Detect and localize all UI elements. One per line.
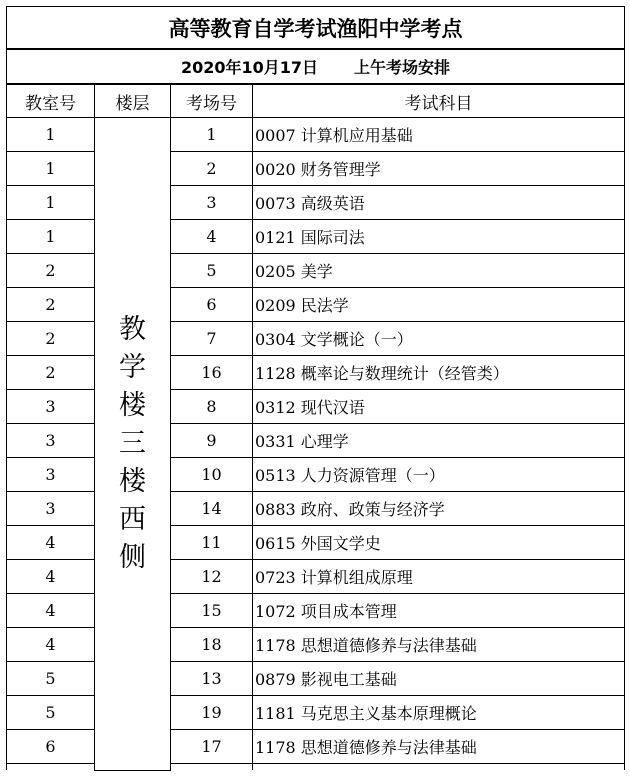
room-cell: 11: [171, 526, 253, 560]
classroom-cell: 3: [7, 424, 95, 458]
room-cell: 6: [171, 288, 253, 322]
room-cell: 18: [171, 628, 253, 662]
classroom-cell: 5: [7, 696, 95, 730]
subject-cell: 1181 马克思主义基本原理概论: [253, 696, 625, 730]
page-title: 高等教育自学考试渔阳中学考点: [7, 7, 625, 50]
classroom-cell: 4: [7, 526, 95, 560]
classroom-cell: 2: [7, 356, 95, 390]
subject-cell: 0304 文学概论（一）: [253, 322, 625, 356]
room-cell: 7: [171, 322, 253, 356]
room-cell: 17: [171, 730, 253, 764]
classroom-cell: 1: [7, 152, 95, 186]
exam-session: 上午考场安排: [354, 58, 451, 77]
classroom-cell: 2: [7, 322, 95, 356]
subject-cell: 0209 民法学: [253, 288, 625, 322]
schedule-table: [6, 6, 625, 771]
classroom-cell: 4: [7, 594, 95, 628]
subject-cell: 0312 现代汉语: [253, 390, 625, 424]
room-cell: [171, 764, 253, 771]
classroom-cell: 2: [7, 288, 95, 322]
classroom-cell: 3: [7, 458, 95, 492]
subtitle-row: [7, 49, 625, 84]
subject-cell: 0020 财务管理学: [253, 152, 625, 186]
classroom-cell: 4: [7, 560, 95, 594]
room-cell: 5: [171, 254, 253, 288]
subject-cell: 0879 影视电工基础: [253, 662, 625, 696]
subject-cell: 0331 心理学: [253, 424, 625, 458]
floor-cell: [95, 118, 171, 771]
subject-cell: 0007 计算机应用基础: [253, 118, 625, 152]
exam-schedule-sheet: [6, 6, 624, 771]
subject-cell: 0121 国际司法: [253, 220, 625, 254]
title-row: [7, 7, 625, 50]
room-cell: 12: [171, 560, 253, 594]
subject-cell: 1128 概率论与数理统计（经管类）: [253, 356, 625, 390]
subject-cell: 0883 政府、政策与经济学: [253, 492, 625, 526]
room-cell: 2: [171, 152, 253, 186]
classroom-cell: 5: [7, 662, 95, 696]
room-cell: 19: [171, 696, 253, 730]
room-cell: 10: [171, 458, 253, 492]
room-cell: 13: [171, 662, 253, 696]
subject-cell: 1072 项目成本管理: [253, 594, 625, 628]
subject-cell: 0073 高级英语: [253, 186, 625, 220]
table-row: [7, 118, 625, 152]
header-subject: 考试科目: [253, 84, 625, 118]
subject-cell: [253, 764, 625, 771]
subject-cell: 0615 外国文学史: [253, 526, 625, 560]
subject-cell: 0205 美学: [253, 254, 625, 288]
room-cell: 14: [171, 492, 253, 526]
classroom-cell: 1: [7, 118, 95, 152]
header-room: 考场号: [171, 84, 253, 118]
room-cell: 1: [171, 118, 253, 152]
subject-cell: 0513 人力资源管理（一）: [253, 458, 625, 492]
room-cell: 15: [171, 594, 253, 628]
subject-cell: 1178 思想道德修养与法律基础: [253, 628, 625, 662]
room-cell: 16: [171, 356, 253, 390]
room-cell: 4: [171, 220, 253, 254]
subtitle-cell: [7, 49, 625, 84]
classroom-cell: 4: [7, 628, 95, 662]
classroom-cell: [7, 764, 95, 771]
header-floor: 楼层: [95, 84, 171, 118]
floor-label: 教学楼三楼西侧: [119, 313, 146, 573]
classroom-cell: 2: [7, 254, 95, 288]
classroom-cell: 1: [7, 186, 95, 220]
exam-date: 2020年10月17日: [180, 58, 319, 77]
header-classroom: 教室号: [7, 84, 95, 118]
subject-cell: 1178 思想道德修养与法律基础: [253, 730, 625, 764]
classroom-cell: 3: [7, 390, 95, 424]
classroom-cell: 1: [7, 220, 95, 254]
room-cell: 3: [171, 186, 253, 220]
classroom-cell: 3: [7, 492, 95, 526]
subject-cell: 0723 计算机组成原理: [253, 560, 625, 594]
room-cell: 9: [171, 424, 253, 458]
classroom-cell: 6: [7, 730, 95, 764]
room-cell: 8: [171, 390, 253, 424]
header-row: [7, 84, 625, 118]
